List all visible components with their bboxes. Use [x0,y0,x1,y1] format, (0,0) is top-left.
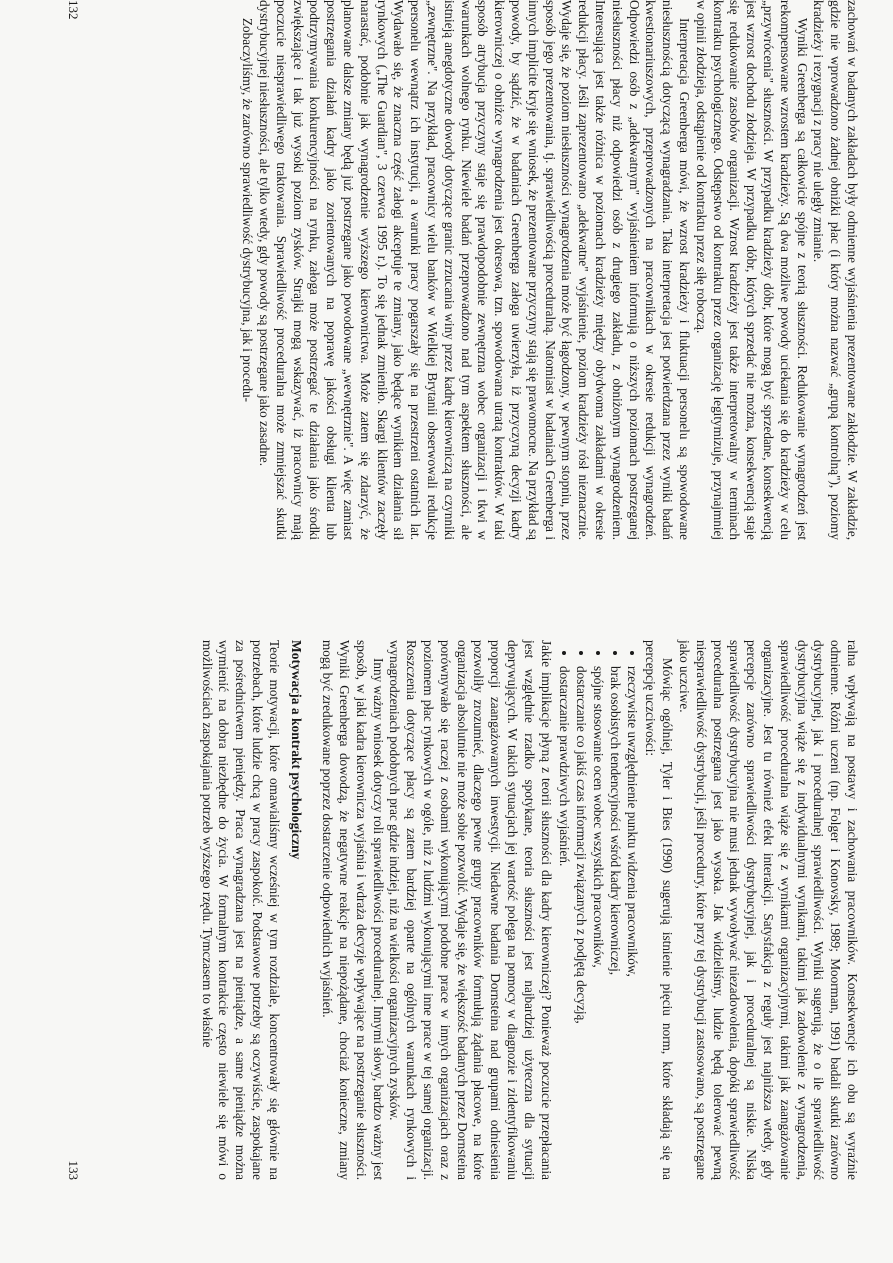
bullet-list [556,640,640,1180]
page-number: 133 [65,1160,81,1180]
paragraph: Jakie implikacje płyną z teorii słuszności dla kadry kierowniczej? Ponieważ poczucie przepłacania jest względnie rzadko spotykane, teoria słuszności jest najbardziej użyteczna dla sytuacji deprywujących. W takich sytuacjach jej wartość polega na pomocy w diagnozie i zidentyfikowaniu proporcji zaangażowanych inwestycji. Niedawne badania Dornsteina nad grupami odniesienia pozwoliły zrozumieć, dlaczego pewne grupy pracowników formułują żądania płacowe, na które organizacja absolutnie nie może sobie pozwolić. Wydaje się, że większość badanych przez Dornsteina porównywało się raczej z osobami wykonującymi podobne prace w innych organizacjach oraz z poziomem płac rynkowych w ogóle, niż z ludźmi wykonującymi inne prace w tej samej organizacji. Roszczenia dotyczące płacy są zatem bardziej oparte na ogólnych warunkach rynkowych i wynagrodzeniach podobnych prac gdzie indziej, niż na wielkości organizacyjnych zysków. [387,640,554,1180]
list-item: • brak osobistych tendencyjności wśród kadry kierowniczej, [606,666,623,1180]
paragraph: zachowań w badanych zakładach były odmienne wyjaśnienia prezentowane zakłodzie. W zakładzie, gdzie nie wprowadzono żadnej obniżki płac (i który można nazwać „grupą kontrolną"), poziomy kradzieży i rezygnacji z pracy nie uległy zmianie. [811,0,860,540]
list-item: • rzeczywiste uwzględnienie punktu widzenia pracowników, [623,666,640,1180]
paragraph: Wyniki Greenberga są całkowicie spójne z teorią słuszności. Redukowanie wynagrodzeń jest rekompensowane wzrostem kradzieży. Są dwa możliwe powody uciekania się do kradzieży w celu „przywrócenia" słuszności. W przypadku kradzieży dóbr, które mogą być sprzedane, konsekwencją jest wzrost dochodu złodzieja. W przypadku dóbr, których sprzedać nie można, konsekwencją staje się redukowanie zasobów organizacji. Wzrost kradzieży jest także interpretowalny w terminach kontraktu psychologicznego. Odstępstwo od kontraktu przez organizację legitymizuje, przynajmniej w opinii złodzieja, odstąpienie od kontraktu przez siłę roboczą. [693,0,810,540]
section-heading: Motywacja a kontrakt psychologiczny [289,640,305,860]
list-item: • dostarczanie co jakiś czas informacji związanych z podjętą decyzją, [572,666,589,1180]
right-page [65,640,860,1180]
paragraph: Interpretacja Greenberga mówi, że wzrost kradzieży i fluktuacji personelu są spowodowane niesłusznością dotyczącą wynagradzania. Taka interpretacja jest potwierdzana przez wyniki badań kwestionariuszowych, przeprowadzonych na pracownikach w okresie redukcji wynagrodzeń. Odpowiedzi osób z „adekwatnym" wyjaśnieniem informują o niższych poziomach postrzeganej niesłuszności płacy niż odpowiedzi osób z drugiego zakładu, z obniżonym wynagrodzeniem. Interesująca jest także różnica w poziomach kradzieży między obydwoma zakładami w okresie redukcji płacy. Jeśli zaprezentowano „adekwatne" wyjaśnienie, poziom kradzieży rósł nieznacznie. Wydaje się, że poziom niesłuszności wynagrodzenia może być łagodzony, w pewnym stopniu, przez sposób jego prezentowania, tj. sprawiedliwością proceduralną. Natomiast w badaniach Greenberga i innych implicite kryje się wniosek, że prezentowane przyczyny stają się prawomocne. Na przykład są powody, by sądzić, że w badaniach Greenberga załoga uwierzyła, iż przyczyną decyzji kadry kierowniczej o obniżce wynagrodzenia jest okresowa, tzn. spowodowana utratą kontraktów. W taki sposób atrybucja przyczyny staje się prawdopodobnie zewnętrzna wobec organizacji i tkwi w warunkach wolnego rynku. Niewiele badań przeprowadzono nad tym aspektem słuszności, ale istnieją anegdotyczne dowody dotyczące granic zrzucania winy przez kadrę kierowniczą na czynniki „zewnętrzne". Na przykład, pracownicy wielu banków w Wielkiej Brytanii obserwowali redukcje personelu wewnątrz ich instytucji, a warunki pracy pogarszały się na przestrzeni ostatnich lat. Wydawało się, że znaczna część załogi akceptuje te zmiany, jako będące wynikiem działania sił rynkowych („The Guardian", 3 czerwca 1995 r.). To się jednak zmieniło. Skargi klientów zaczęły narastać, podobnie jak wynagrodzenie wyższego kierownictwa. Może zatem się zdarzyć, że planowane dalsze zmiany będą już postrzegane jako powodowane „wewnętrznie". A więc zamiast postrzegania działań kadry jako zorientowanych na poprawę jakości obsługi klienta lub podtrzymywania konkurencyjności na rynku, załoga może postrzegać te działania jako środki zwiększające i tak już wysoki poziom zysków. Strajki mogą wskazywać, iż pracownicy mają poczucie niesprawiedliwego traktowania. Sprawiedliwość proceduralna może zmniejszać skutki dystrybucyjnej niesłuszności, ale tylko wtedy, gdy powody są postrzegane jako zasadne. [257,0,693,540]
paragraph: ralna wpływają na postawy i zachowania pracowników. Konsekwencje ich obu są wyraźnie odmienne. Różni uczeni (np. Folger i Konovsky, 1989; Moorman, 1991) badali skutki zarówno dystrybucyjnej, jak i proceduralnej sprawiedliwości. Wyniki sugerują, że o ile sprawiedliwość dystrybucyjna wiąże się z indywidualnymi wynikami, takimi jak zadowolenie z wynagrodzenia, sprawiedliwość proceduralna wiąże się z wynikami organizacyjnymi, takimi jak zaangażowanie organizacyjne. Jest tu również efekt interakcji. Satysfakcja z reguły jest najniższa wtedy, gdy percepcje zarówno sprawiedliwości dystrybucyjnej, jak i proceduralnej są niskie. Niska sprawiedliwość dystrybucyjna nie musi jednak wywoływać niezadowolenia, dopóki sprawiedliwość proceduralna postrzegana jest jako wysoka. Jak widzieliśmy, ludzie będą tolerować pewną niesprawiedliwość dystrybucji, jeśli procedury, które przy tej dystrybucji zastosowano, są postrzegane jako uczciwe. [677,640,860,1180]
paragraph: Inny ważny wniosek dotyczy roli sprawiedliwości proceduralnej. Innymi słowy, bardzo ważny jest sposób, w jaki kadra kierownicza wyjaśnia i wdraża decyzje wpływające na postrzeganie słuszności. Wyniki Greenberga dowodzą, że negatywne reakcje na niepożądane, chociaż konieczne, zmiany mogą być zredukowane poprzez dostarczenie odpowiednich wyjaśnień. [320,640,386,1180]
paragraph: Teorie motywacji, które omawialiśmy wcześniej w tym rozdziale, koncentrowały się głównie na potrzebach, które ludzie chcą w pracy zaspokoić. Podstawowe potrzeby są oczywiście, zaspokajane za pośrednictwem pieniędzy. Praca wynagradzana jest na pieniądze, a same pieniądze można wymienić na dobra niezbędne do życia. W formalnym kontrakcie często niewiele się mówi o możliwościach zaspokajania potrzeb wyższego rzędu. Tymczasem to właśnie [199,640,282,1180]
list-item: • dostarczanie prawdziwych wyjaśnień. [556,666,573,1180]
paragraph: Mówiąc ogólniej, Tyler i Bies (1990) sugerują istnienie pięciu norm, które składają się na percepcję uczciwości: [643,640,676,1180]
paragraph: Zobaczyliśmy, że zarówno sprawiedliwość dystrybucyjna, jak i procedu- [240,18,256,403]
list-item: • spójne stosowanie ocen wobec wszystkich pracowników, [589,666,606,1180]
left-page [65,0,860,540]
page-number: 132 [65,0,81,20]
